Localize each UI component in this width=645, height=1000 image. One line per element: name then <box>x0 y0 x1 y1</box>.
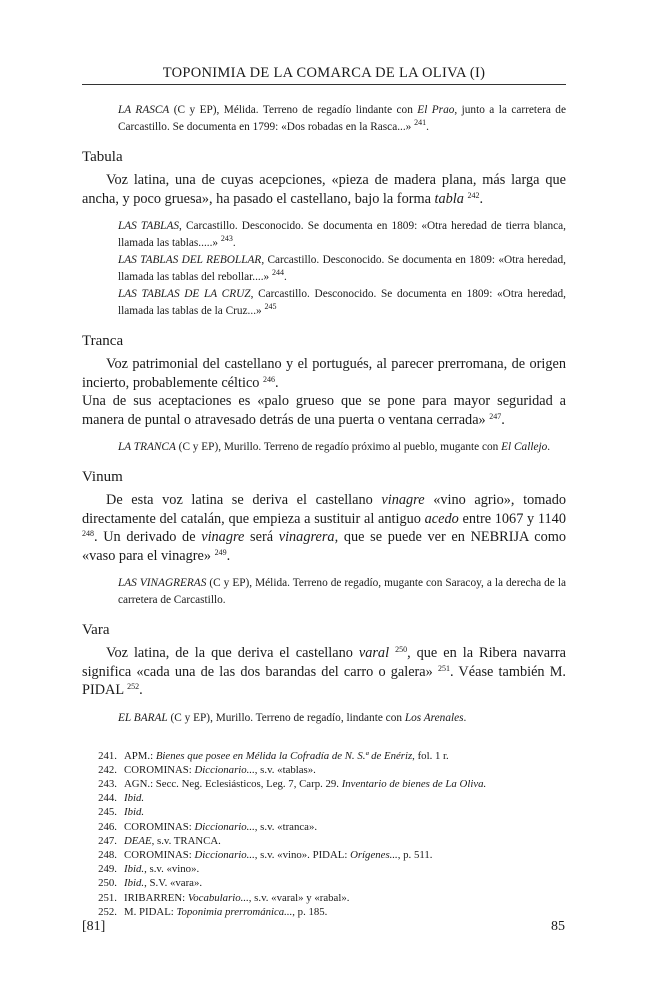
section-heading-tranca: Tranca <box>82 333 124 349</box>
header-rule <box>82 84 566 85</box>
footnote: 243. AGN.: Secc. Neg. Eclesiásticos, Leg. 7, Carp. 29. Inventario de bienes de La Oliva. <box>98 777 487 790</box>
entry-name: LAS TABLAS DEL REBOLLAR <box>118 254 262 266</box>
entry-las-tablas: LAS TABLAS, Carcastillo. Desconocido. Se documenta en 1809: «Otra heredad de tierra blanca, llamada las tablas.....» $^{243}$. <box>118 220 566 249</box>
section-heading-tabula: Tabula <box>82 149 123 165</box>
term: vinagrera, <box>278 529 339 545</box>
page-body <box>82 102 566 919</box>
footnote: 244. Ibid. <box>98 792 145 805</box>
entry-name: EL BARAL <box>118 711 168 724</box>
footnote-ref: 241 <box>414 118 427 127</box>
footnote: 247. DEAE, s.v. TRANCA. <box>98 834 221 847</box>
entry-la-tranca: LA TRANCA (C y EP), Murillo. Terreno de regadío próximo al pueblo, mugante con El Callejo. <box>118 441 551 453</box>
footnote: 250. Ibid., S.V. «vara». <box>98 877 203 890</box>
paragraph-tranca-1: Voz patrimonial del castellano y el portugués, al parecer prerromana, de origen incierto, probablemente céltico $^{246}$. <box>82 356 566 391</box>
footnote: 246. COROMINAS: Diccionario..., s.v. «tranca». <box>98 820 318 833</box>
paragraph-vara: Voz latina, de la que deriva el castellano varal $^{250}$, que en la Ribera navarra significa «cada una de las dos barandas del carro o galera» $^{251}$. Véase también M. PIDAL $^{252}$. <box>82 645 567 698</box>
place-name: Los Arenales <box>404 711 464 724</box>
paragraph-tabula: Voz latina, una de cuyas acepciones, «pieza de madera plana, más larga que ancha, y poco gruesa», ha pasado el castellano, bajo la forma tabla $^{242}$. <box>82 172 566 207</box>
footnotes <box>82 749 566 919</box>
footnote: 251. IRIBARREN: Vocabulario..., s.v. «varal» y «rabal». <box>98 891 350 904</box>
paragraph-tranca-2: Una de sus aceptaciones es «palo grueso que se pone para mayor seguridad a manera de puntal o atravesado detrás de una puerta o ventana cerrada» $^{247}$. <box>82 393 566 428</box>
entry-name: LA RASCA <box>118 104 170 116</box>
paragraph-vinum: De esta voz latina se deriva el castellano vinagre «vino agrio», tomado directamente del catalán, que empieza a sustituir al antiguo acedo entre 1067 y 1140 $^{248}$. Un derivado de vinagre será vinagrera, que se puede ver en NEBRIJA como «vaso para el vinagre» $^{249}$. <box>82 492 567 564</box>
entry-las-tablas-del-rebollar: LAS TABLAS DEL REBOLLAR, Carcastillo. Desconocido. Se documenta en 1809: «Otra heredad, llamada las tablas del rebollar....» $^{244}$. <box>118 254 566 283</box>
footnote-ref: 245 <box>264 302 277 311</box>
term: varal <box>358 645 390 661</box>
footnote-ref: 248 <box>82 529 94 538</box>
running-head: TOPONIMIA DE LA COMARCA DE LA OLIVA (I) <box>162 65 486 81</box>
entry-name: LA TRANCA <box>118 441 176 453</box>
place-name: El Prao <box>417 104 455 116</box>
footnote-ref: 250 <box>395 645 408 654</box>
entry-el-baral: EL BARAL (C y EP), Murillo. Terreno de regadío, lindante con Los Arenales. <box>118 711 467 724</box>
folio-left: [81] <box>82 919 106 934</box>
footnote: 241. APM.: Bienes que posee en Mélida la Cofradía de N. S.ª de Enériz, fol. 1 r. <box>98 749 449 762</box>
section-heading-vinum: Vinum <box>82 469 123 485</box>
footnote-ref: 244 <box>272 268 285 277</box>
footnote-ref: 246 <box>263 374 276 384</box>
term: vinagre <box>381 492 425 508</box>
footnote: 245. Ibid. <box>98 806 145 819</box>
footnote: 252. M. PIDAL: Toponimia prerrománica..., p. 185. <box>98 905 328 918</box>
footnote-ref: 249 <box>214 547 227 557</box>
term: acedo <box>424 510 459 527</box>
entry-name: LAS VINAGRERAS <box>118 577 207 589</box>
page-number: 85 <box>551 919 565 934</box>
term: vinagre <box>201 529 245 545</box>
entry-las-vinagreras: LAS VINAGRERAS (C y EP), Mélida. Terreno de regadío, mugante con Saracoy, a la derecha de la carretera de Carcastillo. <box>118 577 566 606</box>
place-name: El Callejo <box>501 441 548 453</box>
footnote: 248. COROMINAS: Diccionario..., s.v. «vino». PIDAL: Orígenes..., p. 511. <box>98 848 433 861</box>
entry-name: LAS TABLAS DE LA CRUZ <box>118 288 251 300</box>
footnote-ref: 252 <box>127 682 140 691</box>
footnote-ref: 251 <box>437 663 450 673</box>
footnote-ref: 247 <box>489 411 502 421</box>
entry-name: LAS TABLAS <box>118 220 180 232</box>
term: tabla <box>434 190 464 207</box>
footnote-ref: 243 <box>220 234 233 243</box>
footnote: 249. Ibid., s.v. «vino». <box>98 863 200 876</box>
footnote: 242. COROMINAS: Diccionario..., s.v. «tablas». <box>98 763 316 776</box>
entry-la-rasca: LA RASCA (C y EP), Mélida. Terreno de regadío lindante con El Prao, junto a la carretera de Carcastillo. Se documenta en 1799: «Dos robadas en la Rasca...» $^{241}$. <box>118 104 566 133</box>
entry-las-tablas-de-la-cruz: LAS TABLAS DE LA CRUZ, Carcastillo. Desconocido. Se documenta en 1809: «Otra heredad, llamada las tablas de la Cruz...» $^{245}$ <box>118 288 566 317</box>
footnote-ref: 242 <box>467 190 480 200</box>
section-heading-vara: Vara <box>82 622 110 638</box>
